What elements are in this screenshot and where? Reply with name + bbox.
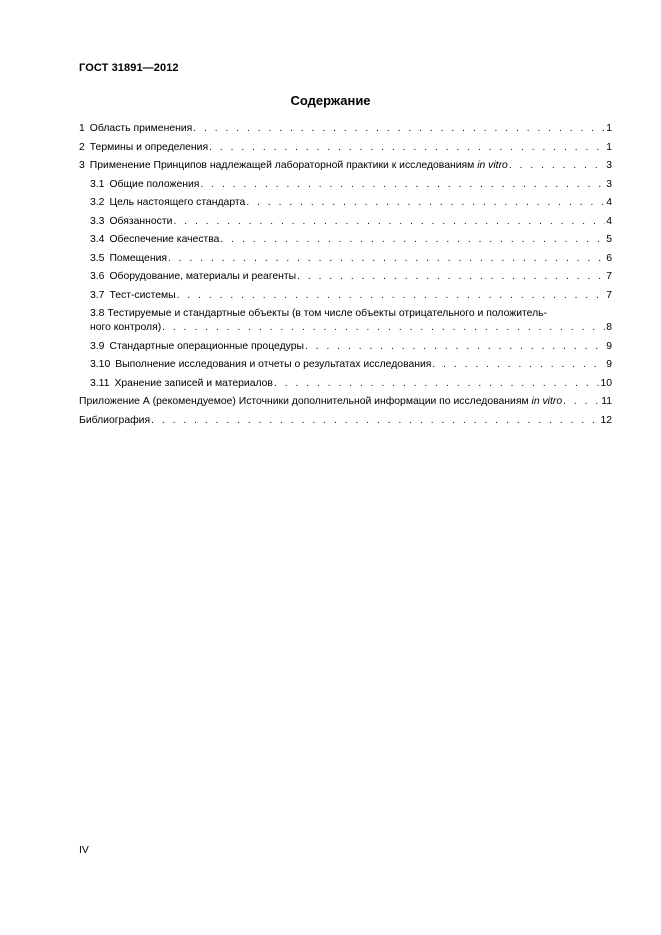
toc-entry-text: Приложение А (рекомендуемое) Источники дополнительной информации по исследованиям [79,396,529,407]
toc-entry-number: 3.5 [90,252,105,264]
toc-entry-number: 3.3 [90,215,105,227]
toc-dot-leader [297,270,605,284]
toc-entry-number: 3.7 [90,289,105,301]
toc-dot-leader [177,289,606,303]
toc-entry-text: Область применения [89,123,193,134]
toc-entry-page: 8 [606,322,612,333]
toc-dot-leader [305,340,605,354]
toc-entry-page: 4 [606,197,612,208]
toc-entry-number: 3.2 [90,197,105,208]
toc-entry-text: Обеспечение качества [109,234,220,245]
toc-entry-number: 3 [79,160,85,171]
toc-entry-number: 2 [79,141,85,153]
toc-entry-page: 9 [606,340,612,352]
toc-dot-leader [246,196,605,210]
toc-dot-leader [168,252,605,266]
toc-entry-1[interactable] [79,122,612,136]
toc-title: Содержание [290,93,371,108]
toc-entry-text: Выполнение исследования и отчеты о результатах исследования [115,359,432,370]
toc-entry-page: 5 [606,234,612,245]
toc-entry-number: 1 [79,123,85,134]
toc-entry-3-11[interactable] [79,377,612,391]
toc-entry-text: Тестируемые и стандартные объекты (в том числе объекты отрицательного и положитель- [107,308,548,319]
toc-entry-page: 4 [606,215,612,227]
toc-entry-text: Цель настоящего стандарта [109,197,246,208]
toc-entry-text: Оборудование, материалы и реагенты [109,271,297,282]
toc-entry-page: 3 [606,178,612,190]
table-of-contents [79,122,612,432]
toc-dot-leader [173,215,605,229]
toc-dot-leader [200,178,605,192]
toc-entry-number: 3.1 [90,178,105,190]
page-number: IV [79,845,89,856]
toc-entry-3-7[interactable] [79,289,612,303]
toc-dot-leader [209,141,605,155]
toc-dot-leader [220,233,605,247]
toc-entry-3-1[interactable] [79,178,612,192]
toc-entry-page: 6 [606,252,612,264]
toc-entry-3-5[interactable] [79,252,612,266]
toc-entry-text: Термины и определения [89,141,209,153]
toc-entry-number: 3.9 [90,340,105,352]
toc-entry-text: Применение Принципов надлежащей лабораторной практики к исследованиям [89,160,475,171]
toc-entry-3-10[interactable] [79,358,612,372]
toc-entry-3-6[interactable] [79,270,612,284]
toc-entry-text: Обязанности [109,215,173,227]
toc-dot-leader [432,358,605,372]
toc-dot-leader [509,159,605,173]
toc-entry-page: 9 [606,359,612,370]
toc-entry-3[interactable] [79,159,612,173]
toc-dot-leader [151,414,599,428]
toc-dot-leader [563,395,600,409]
toc-entry-text: Стандартные операционные процедуры [109,340,304,352]
toc-entry-number: 3.8 [90,308,105,319]
toc-entry-italic-text: in vitro [531,396,563,407]
toc-entry-bibliography[interactable] [79,414,612,428]
toc-entry-page: 1 [606,141,612,153]
toc-entry-3-4[interactable] [79,233,612,247]
toc-entry-3-2[interactable] [79,196,612,210]
toc-entry-3-8[interactable] [79,307,612,335]
toc-entry-number: 3.6 [90,271,105,282]
toc-dot-leader [193,122,605,136]
toc-entry-text: Помещения [109,252,168,264]
toc-entry-page: 7 [606,289,612,301]
toc-entry-page: 7 [606,271,612,282]
toc-entry-2[interactable] [79,141,612,155]
toc-entry-number: 3.10 [90,359,111,370]
toc-entry-3-3[interactable] [79,215,612,229]
toc-entry-page: 1 [606,123,612,134]
toc-entry-page: 10 [600,377,612,389]
toc-entry-number: 3.11 [90,377,110,389]
toc-entry-appendix-a[interactable] [79,395,612,409]
toc-dot-leader [162,321,605,335]
toc-entry-text: Тест-системы [109,289,176,301]
toc-entry-italic-text: in vitro [477,160,508,171]
toc-dot-leader [274,377,599,391]
toc-entry-3-9[interactable] [79,340,612,354]
document-code: ГОСТ 31891—2012 [79,62,179,74]
toc-entry-text: Хранение записей и материалов [114,377,273,389]
toc-entry-text-continued: ного контроля) [90,322,162,333]
toc-entry-text: Библиография [79,414,151,426]
toc-entry-number: 3.4 [90,234,105,245]
toc-entry-text: Общие положения [109,178,200,190]
toc-entry-page: 3 [606,160,612,171]
toc-entry-page: 11 [601,396,612,407]
toc-entry-page: 12 [600,414,612,426]
